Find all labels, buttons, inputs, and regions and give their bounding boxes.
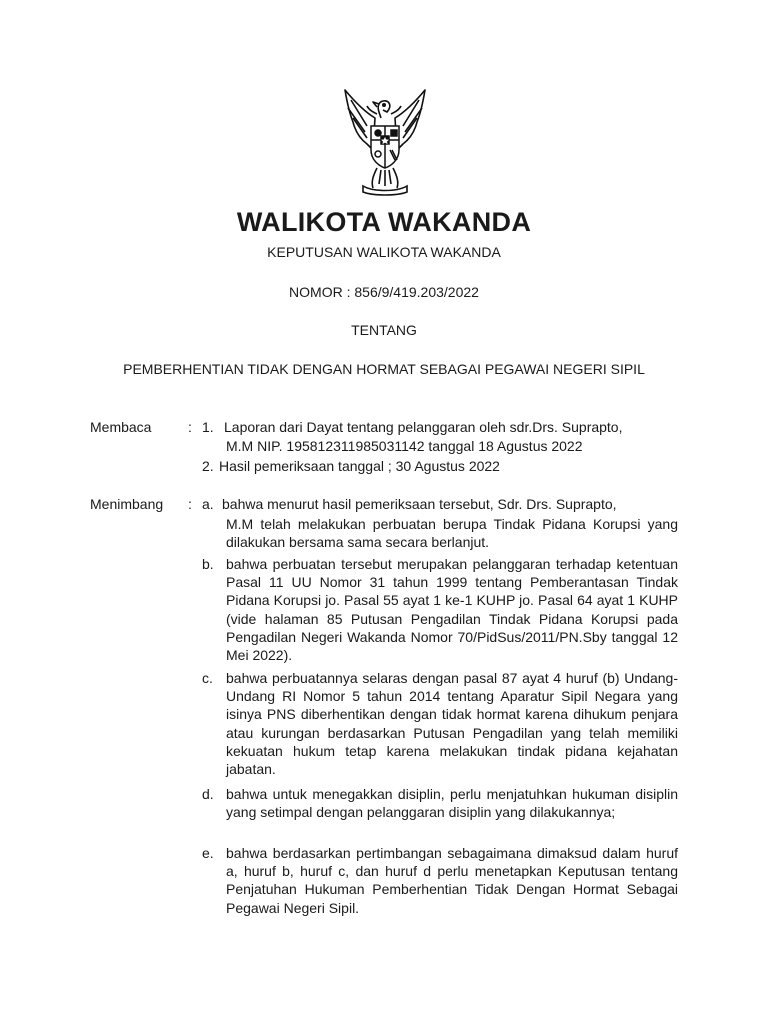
document-subtitle: KEPUTUSAN WALIKOTA WAKANDA	[267, 244, 501, 260]
menimbang-item-c-marker: c.	[202, 670, 213, 686]
menimbang-item-a-marker: a.	[202, 496, 214, 512]
membaca-item-2-marker: 2.	[202, 458, 214, 474]
menimbang-item-d-text: bahwa untuk menegakkan disiplin, perlu menjatuhkan hukuman disiplin yang setimpal dengan pelanggaran disiplin yang dilakukannya;	[226, 786, 678, 821]
menimbang-item-a-text: M.M telah melakukan perbuatan berupa Tindak Pidana Korupsi yang dilakukan bersama sama secara berlanjut.	[226, 516, 678, 551]
about-heading: TENTANG	[351, 322, 417, 338]
menimbang-item-b-marker: b.	[202, 556, 214, 572]
menimbang-item-e-text: bahwa berdasarkan pertimbangan sebagaimana dimaksud dalam huruf a, huruf b, huruf c, dan huruf d perlu menetapkan Keputusan tentang Penjatuhan Hukuman Pemberhentian Tidak Dengan Hormat Sebagai Pegawai Negeri Sipil.	[226, 845, 678, 916]
menimbang-item-d-marker: d.	[202, 786, 214, 802]
menimbang-label: Menimbang	[90, 496, 164, 512]
menimbang-item-a-first-line: bahwa menurut hasil pemeriksaan tersebut, Sdr. Drs. Suprapto,	[222, 496, 617, 512]
decree-number: NOMOR : 856/9/419.203/2022	[289, 284, 479, 300]
membaca-item-1-line-2: M.M NIP. 195812311985031142 tanggal 18 Agustus 2022	[226, 438, 583, 454]
membaca-label: Membaca	[90, 419, 152, 435]
menimbang-item-e-marker: e.	[202, 845, 214, 861]
membaca-item-1-marker: 1.	[202, 419, 214, 435]
membaca-item-1-line-1: Laporan dari Dayat tentang pelanggaran oleh sdr.Drs. Suprapto,	[224, 419, 623, 435]
document-title: WALIKOTA WAKANDA	[236, 207, 532, 237]
garuda-emblem-icon	[337, 88, 433, 198]
menimbang-item-b-text: bahwa perbuatan tersebut merupakan pelanggaran terhadap ketentuan Pasal 11 UU Nomor 31 tahun 1999 tentang Pemberantasan Tindak Pidana Korupsi jo. Pasal 55 ayat 1 ke-1 KUHP jo. Pasal 64 ayat 1 KUHP (vide halaman 85 Putusan Pengadilan Tindak Pidana Korupsi pada Pengadilan Negeri Wakanda Nomor 70/PidSus/2011/PN.Sby tanggal 12 Mei 2022).	[226, 556, 678, 664]
membaca-item-2-line-1: Hasil pemeriksaan tanggal ; 30 Agustus 2022	[219, 458, 500, 474]
decree-subject: PEMBERHENTIAN TIDAK DENGAN HORMAT SEBAGAI PEGAWAI NEGERI SIPIL	[123, 361, 645, 377]
menimbang-colon: :	[188, 496, 192, 512]
menimbang-item-c-text: bahwa perbuatannya selaras dengan pasal 87 ayat 4 huruf (b) Undang-Undang RI Nomor 5 tahun 2014 tentang Aparatur Sipil Negara yang isinya PNS diberhentikan dengan tidak hormat karena dihukum penjara atau kurungan berdasarkan Putusan Pengadilan yang telah memiliki kekuatan hukum tetap karena melakukan tindak pidana kejahatan jabatan.	[226, 670, 678, 778]
membaca-colon: :	[188, 419, 192, 435]
